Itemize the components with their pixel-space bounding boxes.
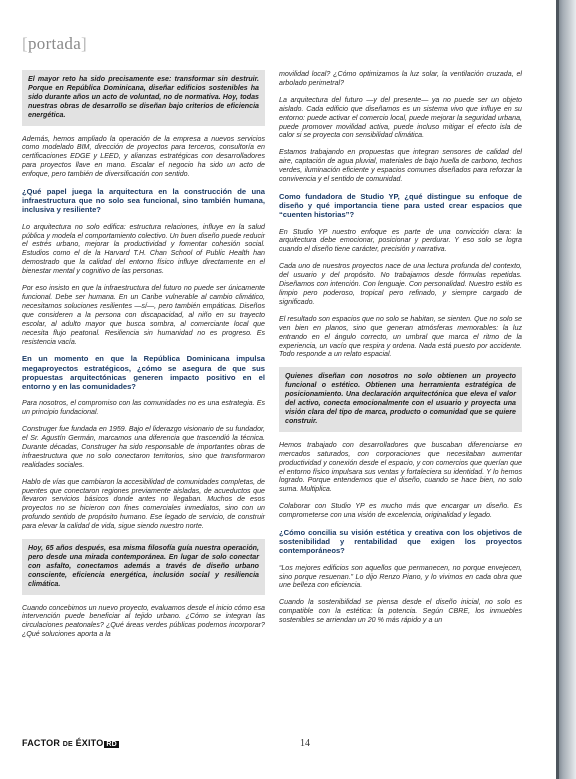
- logo-word-exito: ÉXITO: [75, 738, 104, 748]
- page-edge-decoration: [556, 0, 576, 779]
- paragraph: El resultado son espacios que no solo se habitan, se sienten. Que no solo se ven bien en planos, sino que generan atmósferas memorables: la luz entrando en el ángulo correcto, un umbral que marca el ritmo de la experiencia, un vacío que respira y ordena. Nada está puesto por accidente. Todo responde a un relato espacial.: [279, 314, 522, 359]
- magazine-logo: [22, 738, 119, 748]
- paragraph: Por eso insisto en que la infraestructura del futuro no puede ser únicamente funcional. Debe ser humana. En un Caribe vulnerable al cambio climático, necesitamos soluciones resilientes —sí—, pero también empáticas. Diseños que consideren a la persona con discapacidad, al niño en su trayecto escolar, al adulto mayor que busca sombra, al comerciante local que necesita flujo peatonal. Resiliencia sin humanidad no es progreso. Es resistencia vacía.: [22, 284, 265, 346]
- highlight-text: Hoy, 65 años después, esa misma filosofía guía nuestra operación, pero desde una mirada contemporánea. En lugar de solo conectar con asfalto, conectamos además a través de diseño urbano consciente, eficiencia energética, inclusión social y resiliencia climática.: [28, 544, 259, 588]
- paragraph: Para nosotros, el compromiso con las comunidades no es una estrategia. Es un principio fundacional.: [22, 399, 265, 417]
- logo-word-factor: FACTOR: [22, 738, 61, 748]
- paragraph: Hablo de vías que cambiaron la accesibilidad de comunidades completas, de puentes que conectaron regiones previamente aisladas, de acueductos que llevaron servicios básicos donde antes no llegaban. Muchos de esos proyectos no se hicieron con fines comerciales inmediatos, sino con un profundo sentido de propósito humano. Ese legado de servicio, de construir para elevar la calidad de vida, sigue siendo nuestro norte.: [22, 477, 265, 531]
- left-column: [22, 70, 265, 647]
- paragraph: “Los mejores edificios son aquellos que permanecen, no porque envejecen, sino porque resuenan.” Lo dijo Renzo Piano, y lo vivimos en cada obra que une belleza con eficiencia.: [279, 563, 522, 590]
- paragraph: Cada uno de nuestros proyectos nace de una lectura profunda del contexto, del usuario y del propósito. No trabajamos desde fórmulas repetidas. Diseñamos con intención. Con lenguaje. Con personalidad. Nuestro estilo es limpio pero poderoso, tropical pero refinado, y siempre cargado de significado.: [279, 262, 522, 306]
- question-heading: Como fundadora de Studio YP, ¿qué distingue su enfoque de diseño y qué importancia tiene para usted crear espacios que “cuenten historias”?: [279, 191, 522, 220]
- question-heading: ¿Qué papel juega la arquitectura en la construcción de una infraestructura que no solo sea funcional, sino también humana, inclusiva y resiliente?: [22, 187, 265, 215]
- paragraph: Estamos trabajando en propuestas que integran sensores de calidad del aire, captación de agua pluvial, materiales de bajo huella de carbono, techos verdes, iluminación eficiente y espacios comunes diseñados para reforzar la convivencia y el sentido de comunidad.: [279, 148, 522, 184]
- paragraph: Colaborar con Studio YP es mucho más que encargar un diseño. Es comprometerse con una visión de excelencia, originalidad y legado.: [279, 502, 522, 520]
- highlight-text: Quienes diseñan con nosotros no solo obtienen un proyecto funcional o estético. Obtienen una herramienta estratégica de posicionamiento. Una declaración arquitectónica que eleva el valor del activo, conecta emocionalmente con el usuario y proyecta una visión clara del tipo de marca, producto o comunidad que se quiere construir.: [285, 372, 516, 425]
- paragraph: La arquitectura del futuro —y del presente— ya no puede ser un objeto aislado. Cada edificio que diseñamos es un sistema vivo que influye en su entorno: puede activar el comercio local, puede mejorar la seguridad urbana, puede promover movilidad activa, puede incluso mitigar el efecto isla de calor si se proyecta con sensibilidad climática.: [279, 95, 522, 140]
- highlight-box: [22, 70, 265, 126]
- paragraph: Construger fue fundada en 1959. Bajo el liderazgo visionario de su fundador, el Sr. Agustín Germán, marcamos una diferencia que trascendió la técnica. Durante décadas, Construger ha sido responsable de importantes obras de infraestructura que no solo conectaron territorios, sino que transformaron realidades sociales.: [22, 425, 265, 469]
- paragraph: movilidad local? ¿Cómo optimizamos la luz solar, la ventilación cruzada, el arbolado perimetral?: [279, 70, 522, 87]
- right-column: [279, 70, 522, 633]
- section-tag: [portada]: [22, 34, 88, 53]
- logo-badge-rd: RD: [106, 741, 117, 748]
- paragraph: Hemos trabajado con desarrolladores que buscaban diferenciarse en mercados saturados, con corporaciones que necesitaban aumentar productividad y conexión desde el espacio, y con comercios que querían que el entorno físico impulsara sus ventas y fortaleciera su identidad. Y lo hemos logrado. Porque entendemos que el diseño, cuando se hace bien, no solo suma. Multiplica.: [279, 440, 522, 494]
- page-number: 14: [300, 738, 310, 749]
- paragraph: Cuando la sostenibilidad se piensa desde el diseño inicial, no solo es compatible con la estética: la potencia. Según CBRE, los inmuebles sostenibles se arriendan un 20 % más rápido y a un: [279, 598, 522, 625]
- paragraph: Lo arquitectura no solo edifica: estructura relaciones, influye en la salud pública y modela el comportamiento colectivo. Un buen diseño puede reducir el estrés urbano, mejorar la productividad y fomentar cohesión social. Estudios como el de la Harvard T.H. Chan School of Public Health han demostrado que la calidad del entorno físico influye directamente en el bienestar mental y cognitivo de las personas.: [22, 222, 265, 276]
- logo-word-de: DE: [62, 741, 73, 748]
- highlight-box: [22, 539, 265, 595]
- section-label: portada: [27, 34, 82, 53]
- highlight-text: El mayor reto ha sido precisamente ese: transformar sin destruir. Porque en República Dominicana, diseñar edificios sostenibles ha sido durante años un acto de voluntad, no de normativa. Hoy, todas nuestras obras de desarrollo se diseñan bajo criterios de eficiencia energética.: [28, 75, 259, 119]
- paragraph: Cuando concebimos un nuevo proyecto, evaluamos desde el inicio cómo esa intervención puede beneficiar al tejido urbano. ¿Cómo se integran las circulaciones peatonales? ¿Qué áreas verdes públicas podemos incorporar? ¿Qué soluciones aporta a la: [22, 603, 265, 639]
- paragraph: Además, hemos ampliado la operación de la empresa a nuevos servicios como modelado BIM, dirección de proyectos para terceros, consultoría en certificaciones EDGE y LEED, y alianzas estratégicas con desarrolladores para proyectos llave en mano. Escalar el negocio ha sido un acto de enfoque, pero también de diversificación con sentido.: [22, 134, 265, 179]
- question-heading: En un momento en que la República Dominicana impulsa megaproyectos estratégicos, ¿cómo se asegura de que sus propuestas arquitectónicas generen impacto positivo en el entorno y en las comunidades?: [22, 354, 265, 392]
- paragraph: En Studio YP nuestro enfoque es parte de una convicción clara: la arquitectura debe emocionar, posicionar y perdurar. Y eso solo se logra cuando el diseño tiene carácter, precisión y narrativa.: [279, 227, 522, 254]
- highlight-box: [279, 367, 522, 431]
- question-heading: ¿Cómo concilia su visión estética y creativa con los objetivos de sostenibilidad y rentabilidad que exigen los proyectos contemporáneos?: [279, 528, 522, 556]
